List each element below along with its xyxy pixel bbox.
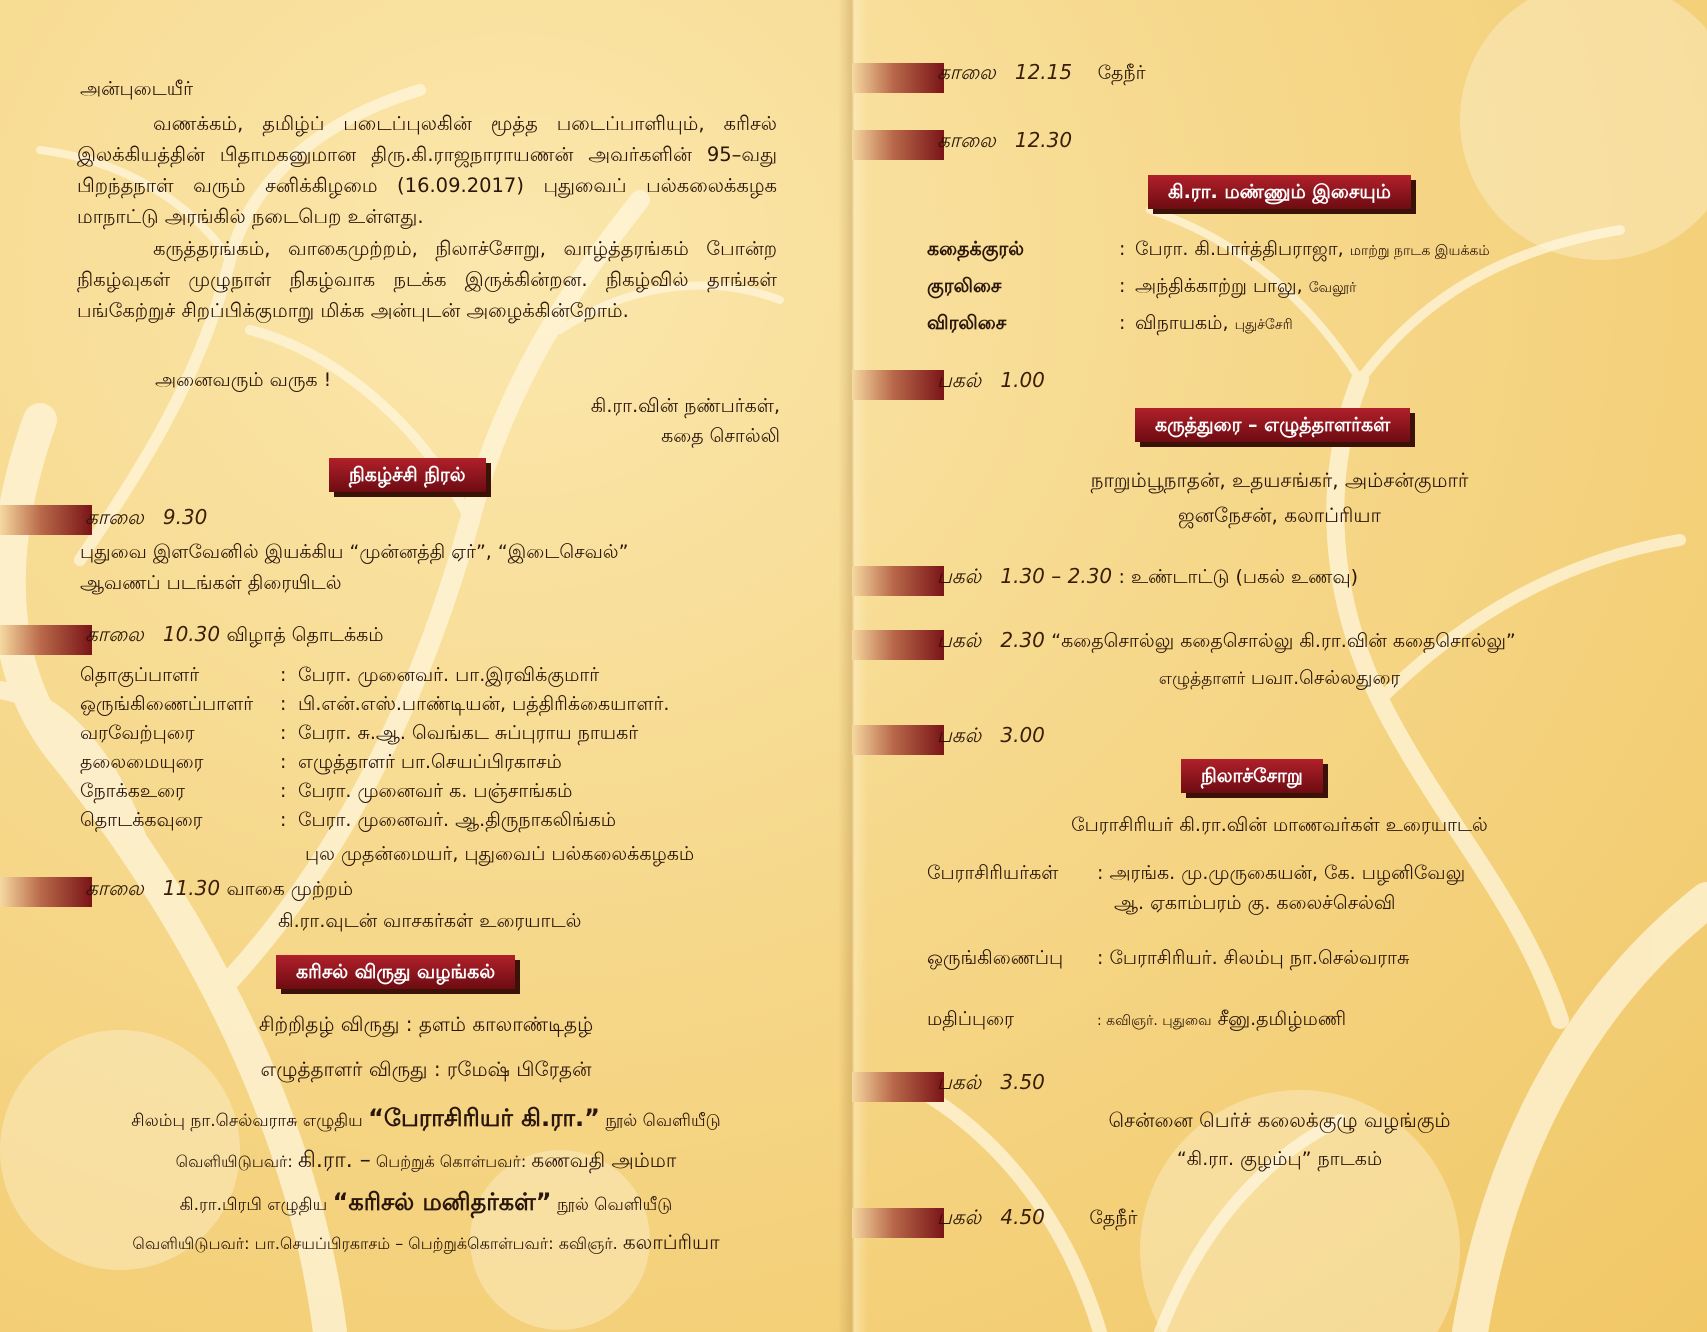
writers-line-1: நாறும்பூநாதன், உதயசங்கர், அம்சன்குமார் (1090, 468, 1469, 492)
book-title: “கரிசல் மனிதர்கள்” (332, 1188, 552, 1216)
time-label: காலை (85, 622, 144, 646)
role-label: குரலிசை (927, 275, 1002, 297)
roster-row (80, 722, 638, 747)
banner-music: கி.ரா. மண்ணும் இசையும் (1148, 175, 1411, 209)
person-name: பேரா. முனைவர். ஆ.திருநாகலிங்கம் (298, 809, 617, 831)
release-by-label: வெளியிடுபவர்: (175, 1152, 293, 1171)
time-1030 (85, 622, 384, 649)
role-label: கதைக்குரல் (927, 238, 1025, 260)
time-bar (852, 370, 944, 400)
drama-title-line (852, 1148, 1707, 1173)
time-label: பகல் (937, 723, 982, 747)
role-label: விரலிசை (927, 312, 1007, 334)
person-title: : கவிஞர். புதுவை (1097, 1013, 1212, 1029)
signature-line-2: கதை சொல்லி (661, 425, 780, 447)
banner-programme: நிகழ்ச்சி நிரல் (329, 458, 486, 492)
time-bar (852, 630, 944, 660)
person-affiliation: மாற்று நாடக இயக்கம் (1349, 243, 1490, 259)
storyteller-title: எழுத்தாளர் (1158, 669, 1246, 689)
time-label: காலை (937, 128, 996, 152)
time-bar (852, 566, 944, 596)
music-row (927, 312, 1293, 337)
colon: : (1119, 275, 1126, 297)
paragraph-1: வணக்கம், தமிழ்ப் படைப்புலகின் மூத்த படைப்பாளியும், கரிசல் இலக்கியத்தின் பிதாமகனுமான திரு.கி.ராஜநாராயணன் அவர்களின் 95–வது பிறந்தநாள் வரும் சனிக்கிழமை (16.09.2017) புதுவைப் பல்கலைக்கழக மாநாட்டு அரங்கில் நடைபெற உள்ளது. (77, 112, 777, 228)
role-label: ஒருங்கிணைப்பு (927, 947, 1064, 969)
receive-by-name: கணவதி அம்மா (531, 1148, 677, 1172)
time-bar (852, 63, 944, 93)
time-value: 11.30 (162, 876, 221, 900)
time-value: 9.30 (162, 505, 208, 529)
roster-row (80, 693, 669, 718)
book-author: சிலம்பு நா.செல்வராசு எழுதிய (131, 1111, 363, 1131)
role-label: ஒருங்கிணைப்பாளர் (80, 693, 254, 715)
book-release-label: நூல் வெளியீடு (556, 1195, 673, 1215)
award-little-magazine: சிற்றிதழ் விருது : தளம் காலாண்டிதழ் (258, 1012, 594, 1036)
time-bar (852, 130, 944, 160)
receiver-title: கவிஞர். (558, 1234, 618, 1253)
storyteller-name: பவா.செல்லதுரை (1250, 667, 1401, 689)
person-name: பேரா. முனைவர் க. பஞ்சாங்கம் (298, 780, 573, 802)
students-dialogue: பேராசிரியர் கி.ரா.வின் மாணவர்கள் உரையாடல் (1071, 814, 1488, 836)
time-bar (852, 725, 944, 755)
signature-line-1: கி.ரா.வின் நண்பர்கள், (590, 395, 780, 417)
time-bar (852, 1072, 944, 1102)
colon: : (1119, 312, 1126, 334)
music-row (927, 275, 1357, 300)
award-writer: எழுத்தாளர் விருது : ரமேஷ் பிரேதன் (260, 1057, 592, 1081)
film-screening-line-2: ஆவணப் படங்கள் திரையிடல் (80, 572, 342, 594)
time-label: காலை (937, 60, 996, 84)
paragraph-2: கருத்தரங்கம், வாகைமுற்றம், நிலாச்சோறு, வாழ்த்தரங்கம் போன்ற நிகழ்வுகள் முழுநாள் நிகழ்வாக நடக்க இருக்கின்றன. நிகழ்வில் தாங்கள் பங்கேற்றுச் சிறப்பிக்குமாறு மிக்க அன்புடன் அழைக்கின்றோம். (77, 237, 777, 322)
drama-presenter: சென்னை பெர்ச் கலைக்குழு வழங்கும் (1108, 1108, 1451, 1132)
roster-row (80, 751, 562, 776)
session-title: : உண்டாட்டு (பகல் உணவு) (1118, 566, 1359, 588)
book-author: கி.ரா.பிரபி எழுதிய (179, 1195, 328, 1215)
time-value: 3.50 (1000, 1070, 1045, 1094)
right-page (852, 0, 1707, 1332)
role-label: வரவேற்புரை (80, 722, 195, 744)
colon: : (1119, 238, 1126, 260)
person-name: பேரா. சு.ஆ. வெங்கட சுப்புராய நாயகர் (298, 722, 639, 744)
time-value: 1.00 (1000, 368, 1045, 392)
time-930 (85, 505, 207, 532)
colon: : (280, 693, 287, 715)
time-value: 3.00 (1000, 723, 1045, 747)
time-value: 12.30 (1014, 128, 1073, 152)
professors-row-2: ஆ. ஏகாம்பரம் கு. கலைச்செல்வி (1114, 892, 1396, 914)
time-1130 (85, 876, 353, 903)
session-title: விழாத் தொடக்கம் (226, 624, 384, 646)
drama-title: “கி.ரா. குழம்பு” (1176, 1148, 1312, 1170)
book-release-1 (0, 1104, 852, 1135)
time-value: 12.15 (1014, 60, 1073, 84)
salutation: அன்புடையீர் (80, 78, 193, 100)
session-title: தேநீர் (1097, 62, 1146, 84)
person-name: பேரா. முனைவர். பா.இரவிக்குமார் (298, 664, 600, 686)
banner-award: கரிசல் விருது வழங்கல் (276, 955, 515, 989)
roster-note: புல முதன்மையர், புதுவைப் பல்கலைக்கழகம் (305, 843, 695, 865)
storyteller (852, 667, 1707, 692)
coordinator-row (927, 947, 1409, 972)
time-label: பகல் (937, 564, 982, 588)
role-label: நோக்கஉரை (80, 780, 185, 802)
session-title: வாகை முற்றம் (226, 878, 354, 900)
book-release-label: நூல் வெளியீடு (605, 1111, 721, 1131)
colon: : (280, 809, 287, 831)
role-label: தலைமையுரை (80, 751, 204, 773)
left-page (0, 0, 852, 1332)
receiver-name: கலாப்ரியா (622, 1230, 720, 1254)
roster-row (80, 780, 572, 805)
writers-line-2: ஜனநேசன், கலாப்ரியா (1177, 503, 1381, 527)
banner-writers: கருத்துரை – எழுத்தாளர்கள் (1135, 408, 1410, 442)
person-names: : அரங்க. மு.முருகையன், கே. பழனிவேலு (1097, 862, 1466, 884)
person-name: சீனு.தமிழ்மணி (1217, 1008, 1347, 1030)
release-by-name: கி.ரா. – (297, 1148, 371, 1173)
person-affiliation: வேலூர் (1308, 280, 1357, 296)
time-100 (937, 368, 1045, 395)
time-bar (852, 1208, 944, 1238)
colon: : (280, 664, 287, 686)
time-label: பகல் (937, 1070, 982, 1094)
time-value: 4.50 (1000, 1205, 1045, 1229)
time-bar (0, 505, 92, 535)
role-label: தொகுப்பாளர் (80, 664, 200, 686)
welcome-text: அனைவரும் வருக ! (155, 369, 332, 391)
roster-row (80, 809, 616, 834)
time-value: 2.30 (1000, 628, 1045, 652)
session-title: “கதைசொல்லு கதைசொல்லு கி.ரா.வின் கதைசொல்லு” (1051, 630, 1516, 652)
session-subtitle: கி.ரா.வுடன் வாசகர்கள் உரையாடல் (278, 910, 582, 932)
colon: : (280, 780, 287, 802)
colon: : (280, 751, 287, 773)
colon: : (280, 722, 287, 744)
person-affiliation: புதுச்சேரி (1234, 317, 1293, 333)
intro-paragraph-2 (77, 233, 777, 326)
time-bar (0, 625, 92, 655)
professors-row (927, 862, 1465, 887)
music-row (927, 238, 1490, 263)
time-label: காலை (85, 505, 144, 529)
release-receive-text: வெளியிடுபவர்: பா.செயப்பிரகாசம் – பெற்றுக்கொள்பவர்: (132, 1234, 554, 1253)
book-title: “பேராசிரியர் கி.ரா.” (368, 1104, 600, 1132)
person-name: பி.என்.எஸ்.பாண்டியன், பத்திரிக்கையாளர். (298, 693, 670, 715)
time-230 (937, 628, 1516, 655)
book-release-2 (0, 1188, 852, 1219)
time-value: 10.30 (162, 622, 221, 646)
book-release-1-people (0, 1148, 852, 1176)
time-450 (937, 1205, 1137, 1232)
time-value: 1.30 – 2.30 (1000, 564, 1113, 588)
time-bar (0, 877, 92, 907)
time-1215 (937, 60, 1146, 87)
banner-moon-dinner: நிலாச்சோறு (1181, 759, 1323, 793)
time-label: காலை (85, 876, 144, 900)
intro-paragraph (77, 108, 777, 232)
review-row (927, 1008, 1346, 1033)
person-name: எழுத்தாளர் பா.செயப்பிரகாசம் (298, 751, 562, 773)
person-name: விநாயகம், (1135, 312, 1229, 334)
session-title: தேநீர் (1089, 1207, 1138, 1229)
roster-row (80, 664, 599, 689)
person-name: : பேராசிரியர். சிலம்பு நா.செல்வராசு (1097, 947, 1410, 969)
time-label: பகல் (937, 628, 982, 652)
person-name: அந்திக்காற்று பாலு, (1135, 275, 1303, 297)
film-screening-line-1: புதுவை இளவேனில் இயக்கிய “முன்னத்தி ஏர்”, “இடைசெவல்” (80, 541, 629, 563)
time-300 (937, 723, 1045, 750)
time-label: பகல் (937, 1205, 982, 1229)
role-label: பேராசிரியர்கள் (927, 862, 1059, 884)
time-350 (937, 1070, 1045, 1097)
role-label: தொடக்கவுரை (80, 809, 203, 831)
role-label: மதிப்புரை (927, 1008, 1014, 1030)
receive-by-label: பெற்றுக் கொள்பவர்: (375, 1152, 527, 1171)
book-release-2-people (0, 1230, 852, 1257)
time-130-230 (937, 564, 1358, 591)
time-1230 (937, 128, 1072, 155)
drama-label: நாடகம் (1317, 1148, 1383, 1170)
person-name: பேரா. கி.பார்த்திபராஜா, (1135, 238, 1344, 260)
time-label: பகல் (937, 368, 982, 392)
